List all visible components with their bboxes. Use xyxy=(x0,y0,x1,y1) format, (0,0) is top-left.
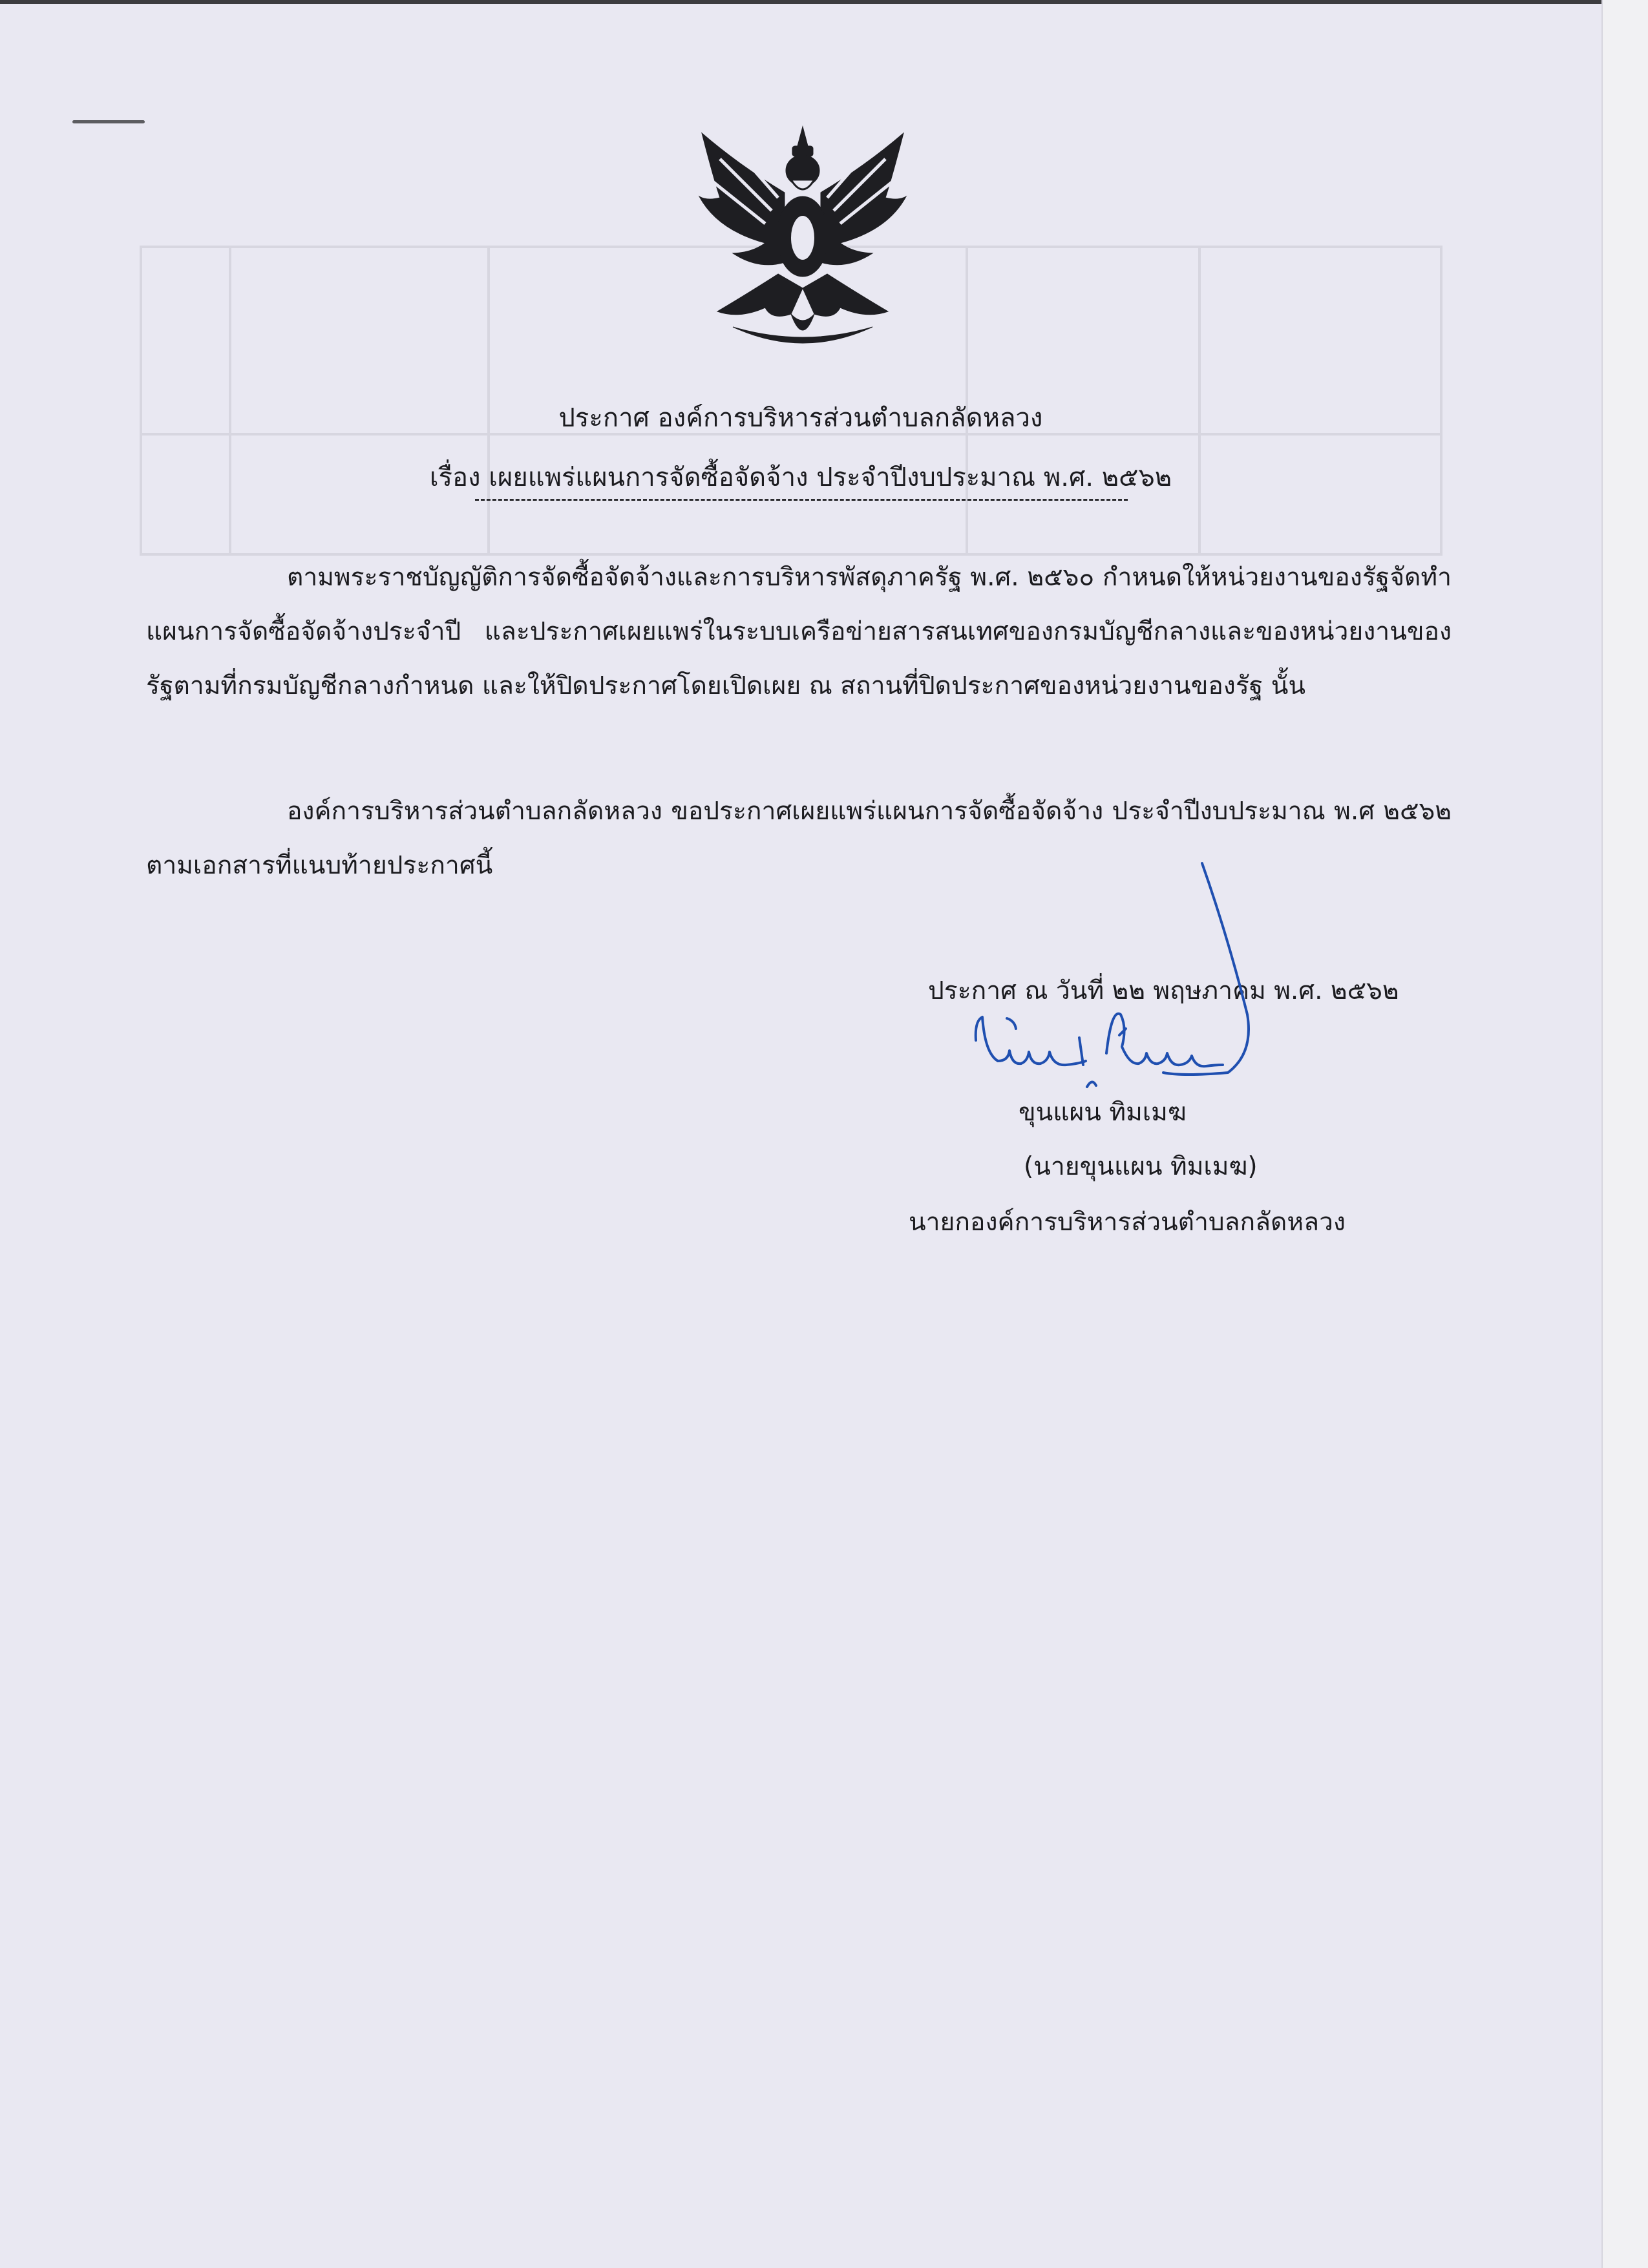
signer-name: ขุนแผน ทิมเมฆ xyxy=(1019,1098,1187,1127)
announcement-title: ประกาศ องค์การบริหารส่วนตำบลกลัดหลวง xyxy=(558,403,1043,433)
garuda-emblem-icon xyxy=(694,120,911,359)
separator-line xyxy=(475,499,1128,501)
body-paragraph-1: ตามพระราชบัญญัติการจัดซื้อจัดจ้างและการบริหารพัสดุภาครัฐ พ.ศ. ๒๕๖๐ กำหนดให้หน่วยงานของรัฐจัดทำแผนการจัดซื้อจัดจ้างประจำปี และประกาศเผยแพร่ในระบบเครือข่ายสารสนเทศของกรมบัญชีกลางและของหน่วยงานของรัฐตามที่กรมบัญชีกลางกำหนด และให้ปิดประกาศโดยเปิดเผย ณ สถานที่ปิดประกาศของหน่วยงานของรัฐ นั้น xyxy=(146,563,1452,700)
handwritten-signature xyxy=(969,859,1331,1105)
signer-position: นายกองค์การบริหารส่วนตำบลกลัดหลวง xyxy=(909,1208,1346,1237)
body-paragraph-2: องค์การบริหารส่วนตำบลกลัดหลวง ขอประกาศเผยแพร่แผนการจัดซื้อจัดจ้าง ประจำปีงบประมาณ พ.ศ ๒๕๖๒ ตามเอกสารที่แนบท้ายประกาศนี้ xyxy=(146,797,1452,880)
signer-full-name: (นายขุนแผน ทิมเมฆ) xyxy=(1024,1152,1258,1181)
subject-line: เรื่อง เผยแพร่แผนการจัดซื้อจัดจ้าง ประจำปีงบประมาณ พ.ศ. ๒๕๖๒ xyxy=(429,463,1172,492)
scanner-margin xyxy=(1603,0,1648,2268)
scan-mark xyxy=(72,120,145,123)
scan-top-edge xyxy=(0,0,1601,4)
announcement-date: ประกาศ ณ วันที่ ๒๒ พฤษภาคม พ.ศ. ๒๕๖๒ xyxy=(928,976,1399,1005)
